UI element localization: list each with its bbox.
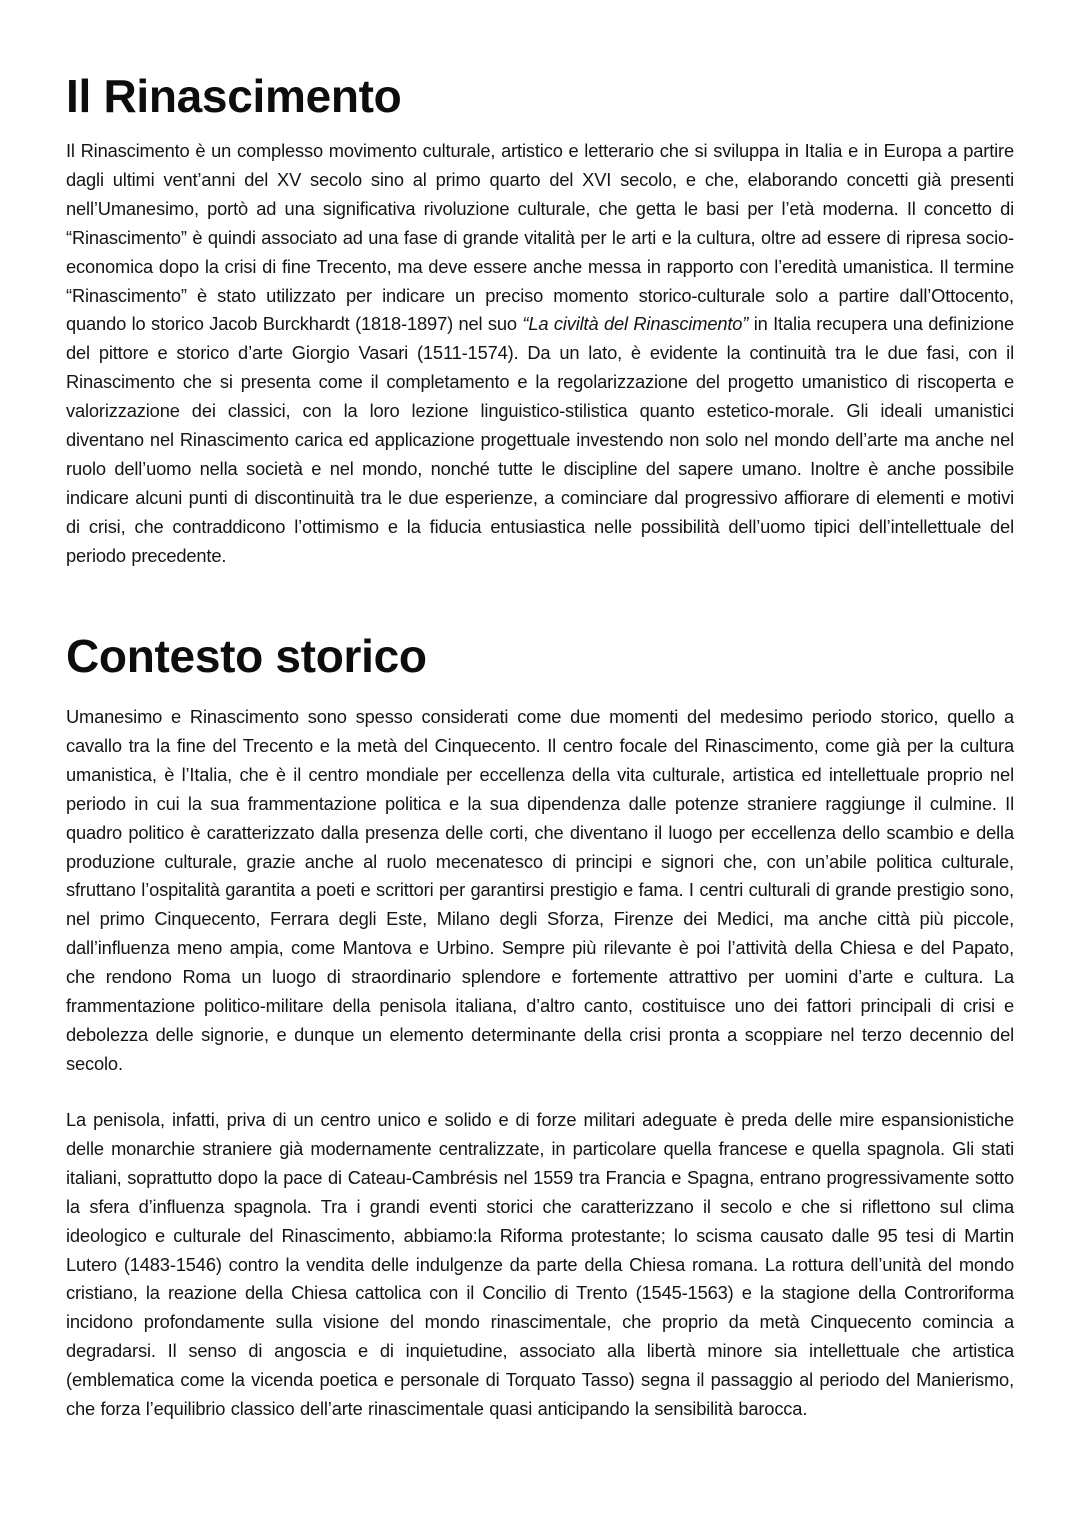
paragraph-text-part: Il Rinascimento è un complesso movimento culturale, artistico e letterario che si sviluppa in Italia e in Europa a partire dagli ultimi vent’anni del XV secolo sino al primo quarto del XVI secolo, e che, elaborando concetti già presenti nell’Umanesimo, portò ad una significativa rivoluzione culturale, che getta le basi per l’età moderna. Il concetto di “Rinascimento” è quindi associato ad una fase di grande vitalità per le arti e la cultura, oltre ad essere di ripresa socio-economica dopo la crisi di fine Trecento, ma deve essere anche messa in rapporto con l’eredità umanistica. Il termine “Rinascimento” è stato utilizzato per indicare un preciso momento storico-culturale solo a partire dall’Ottocento, quando lo storico Jacob Burckhardt (1818-1897) nel suo bbox=[66, 140, 1014, 335]
section-heading-rinascimento: Il Rinascimento bbox=[66, 70, 402, 122]
book-title-italic: “La civiltà del Rinascimento” bbox=[522, 313, 749, 335]
paragraph-contesto-1: Umanesimo e Rinascimento sono spesso considerati come due momenti del medesimo periodo storico, quello a cavallo tra la fine del Trecento e la metà del Cinquecento. Il centro focale del Rinascimento, come già per la cultura umanistica, è l’Italia, che è il centro mondiale per eccellenza della vita culturale, artistica ed intellettuale proprio nel periodo in cui la sua frammentazione politica e la sua dipendenza dalle potenze straniere raggiunge il culmine. Il quadro politico è caratterizzato dalla presenza delle corti, che diventano il luogo per eccellenza dello scambio e della produzione culturale, grazie anche al ruolo mecenatesco di principi e signori che, con un’abile politica culturale, sfruttano l’ospitalità garantita a poeti e scrittori per garantirsi prestigio e fama. I centri culturali di grande prestigio sono, nel primo Cinquecento, Ferrara degli Este, Milano degli Sforza, Firenze dei Medici, ma anche città più piccole, dall’influenza meno ampia, come Mantova e Urbino. Sempre più rilevante è poi l’attività della Chiesa e del Papato, che rendono Roma un luogo di straordinario splendore e fortemente attrattivo per uomini d’arte e cultura. La frammentazione politico-militare della penisola italiana, d’altro canto, costituisce uno dei fattori principali di crisi e debolezza delle signorie, e dunque un elemento determinante della crisi pronta a scoppiare nel terzo decennio del secolo. bbox=[66, 706, 1014, 1074]
section-heading-contesto-storico: Contesto storico bbox=[66, 630, 427, 682]
paragraph-rinascimento-intro bbox=[66, 137, 1014, 571]
paragraph-text-part: in Italia recupera una definizione del pittore e storico d’arte Giorgio Vasari (1511-1574). Da un lato, è evidente la continuità tra le due fasi, con il Rinascimento che si presenta come il completamento e la regolarizzazione del progetto umanistico di riscoperta e valorizzazione dei classici, con la loro lezione linguistico-stilistica quanto estetico-morale. Gli ideali umanistici diventano nel Rinascimento carica ed applicazione progettuale investendo non solo nel mondo dell’arte ma anche nel ruolo dell’uomo nella società e nel mondo, nonché tutte le discipline del sapere umano. Inoltre è anche possibile indicare alcuni punti di discontinuità tra le due esperienze, a cominciare dal progressivo affiorare di elementi e motivi di crisi, che contraddicono l’ottimismo e la fiducia entusiastica nelle possibilità dell’uomo tipici dell’intellettuale del periodo precedente. bbox=[66, 313, 1014, 566]
paragraph-contesto-2: La penisola, infatti, priva di un centro unico e solido e di forze militari adeguate è preda delle mire espansionistiche delle monarchie straniere già modernamente centralizzate, in particolare quella francese e quella spagnola. Gli stati italiani, soprattutto dopo la pace di Cateau-Cambrésis nel 1559 tra Francia e Spagna, entrano progressivamente sotto la sfera d’influenza spagnola. Tra i grandi eventi storici che caratterizzano il secolo e che si riflettono sul clima ideologico e culturale del Rinascimento, abbiamo:la Riforma protestante; lo scisma causato dalle 95 tesi di Martin Lutero (1483-1546) contro la vendita delle indulgenze da parte della Chiesa romana. La rottura dell’unità del mondo cristiano, la reazione della Chiesa cattolica con il Concilio di Trento (1545-1563) e la stagione della Controriforma incidono profondamente sulla visione del mondo rinascimentale, che proprio da metà Cinquecento comincia a degradarsi. Il senso di angoscia e di inquietudine, associato alla libertà minore sia intellettuale che artistica (emblematica come la vicenda poetica e personale di Torquato Tasso) segna il passaggio al periodo del Manierismo, che forza l’equilibrio classico dell’arte rinascimentale quasi anticipando la sensibilità barocca. bbox=[66, 1109, 1014, 1420]
